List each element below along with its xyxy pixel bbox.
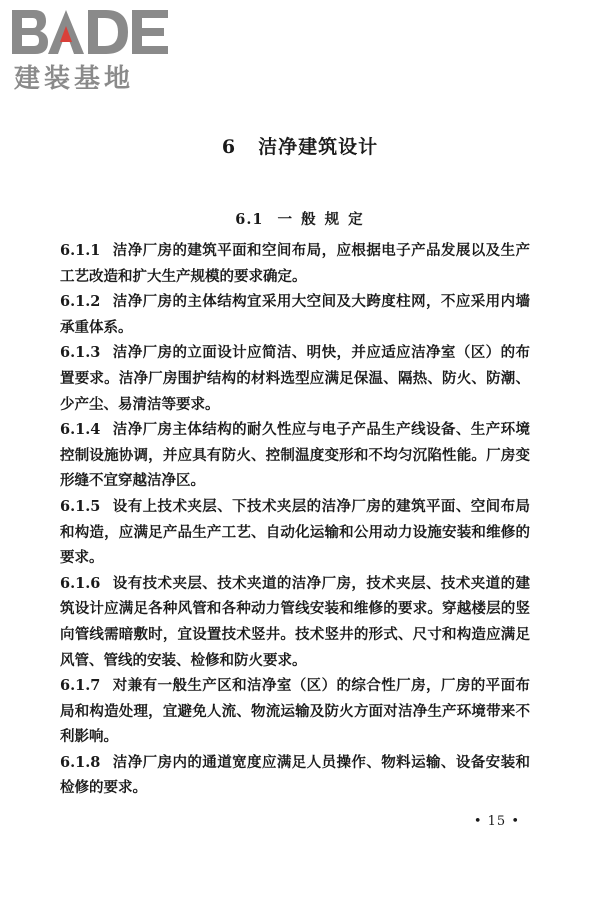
- clause-number: 6.1.5: [60, 497, 101, 515]
- clause-number: 6.1.2: [60, 293, 101, 311]
- clause-number: 6.1.4: [60, 421, 101, 439]
- clause-6-1-8: [60, 750, 530, 801]
- clause-text: 洁净厂房的主体结构宜采用大空间及大跨度柱网，不应采用内墙承重体系。: [60, 293, 530, 336]
- clause-text: 洁净厂房的建筑平面和空间布局，应根据电子产品发展以及生产工艺改造和扩大生产规模的要求确定。: [60, 242, 530, 285]
- clause-6-1-7: [60, 673, 530, 750]
- clause-6-1-6: [60, 571, 530, 673]
- bade-logo: [8, 4, 178, 94]
- section-title: [0, 208, 600, 229]
- clause-number: 6.1.7: [60, 677, 101, 695]
- clause-6-1-1: [60, 238, 530, 289]
- clause-text: 设有上技术夹层、下技术夹层的洁净厂房的建筑平面、空间布局和构造，应满足产品生产工艺、自动化运输和公用动力设施安装和维修的要求。: [60, 497, 530, 567]
- clause-text: 洁净厂房主体结构的耐久性应与电子产品生产线设备、生产环境控制设施协调，并应具有防火、控制温度变形和不均匀沉陷性能。厂房变形缝不宜穿越洁净区。: [60, 421, 530, 490]
- clause-text: 对兼有一般生产区和洁净室（区）的综合性厂房，厂房的平面布局和构造处理，宜避免人流、物流运输及防火方面对洁净生产环境带来不利影响。: [60, 677, 530, 746]
- clause-text: 洁净厂房内的通道宽度应满足人员操作、物料运输、设备安装和检修的要求。: [60, 753, 530, 797]
- clause-list: [60, 238, 530, 801]
- section-title-text: 一 般 规 定: [277, 211, 365, 228]
- section-number: 6.1: [235, 211, 264, 228]
- chapter-number: 6: [221, 136, 237, 158]
- clause-text: 洁净厂房的立面设计应简洁、明快，并应适应洁净室（区）的布置要求。洁净厂房围护结构的材料选型应满足保温、隔热、防火、防潮、少产尘、易清洁等要求。: [60, 344, 530, 413]
- page-number: • 15 •: [473, 814, 520, 829]
- chapter-title: [0, 132, 600, 159]
- clause-6-1-2: [60, 289, 530, 340]
- clause-number: 6.1.8: [60, 753, 101, 771]
- clause-number: 6.1.6: [60, 574, 101, 592]
- clause-number: 6.1.1: [60, 242, 101, 259]
- clause-6-1-4: [60, 417, 530, 494]
- bade-logo-mark: [8, 4, 178, 60]
- chapter-title-text: 洁净建筑设计: [258, 136, 379, 158]
- logo-subtitle: 建装基地: [14, 64, 135, 94]
- clause-6-1-3: [60, 340, 530, 417]
- clause-6-1-5: [60, 494, 530, 571]
- clause-number: 6.1.3: [60, 344, 101, 362]
- clause-text: 设有技术夹层、技术夹道的洁净厂房，技术夹层、技术夹道的建筑设计应满足各种风管和各种动力管线安装和维修的要求。穿越楼层的竖向管线需暗敷时，宜设置技术竖井。技术竖井的形式、尺寸和构造应满足风管、管线的安装、检修和防火要求。: [60, 574, 530, 669]
